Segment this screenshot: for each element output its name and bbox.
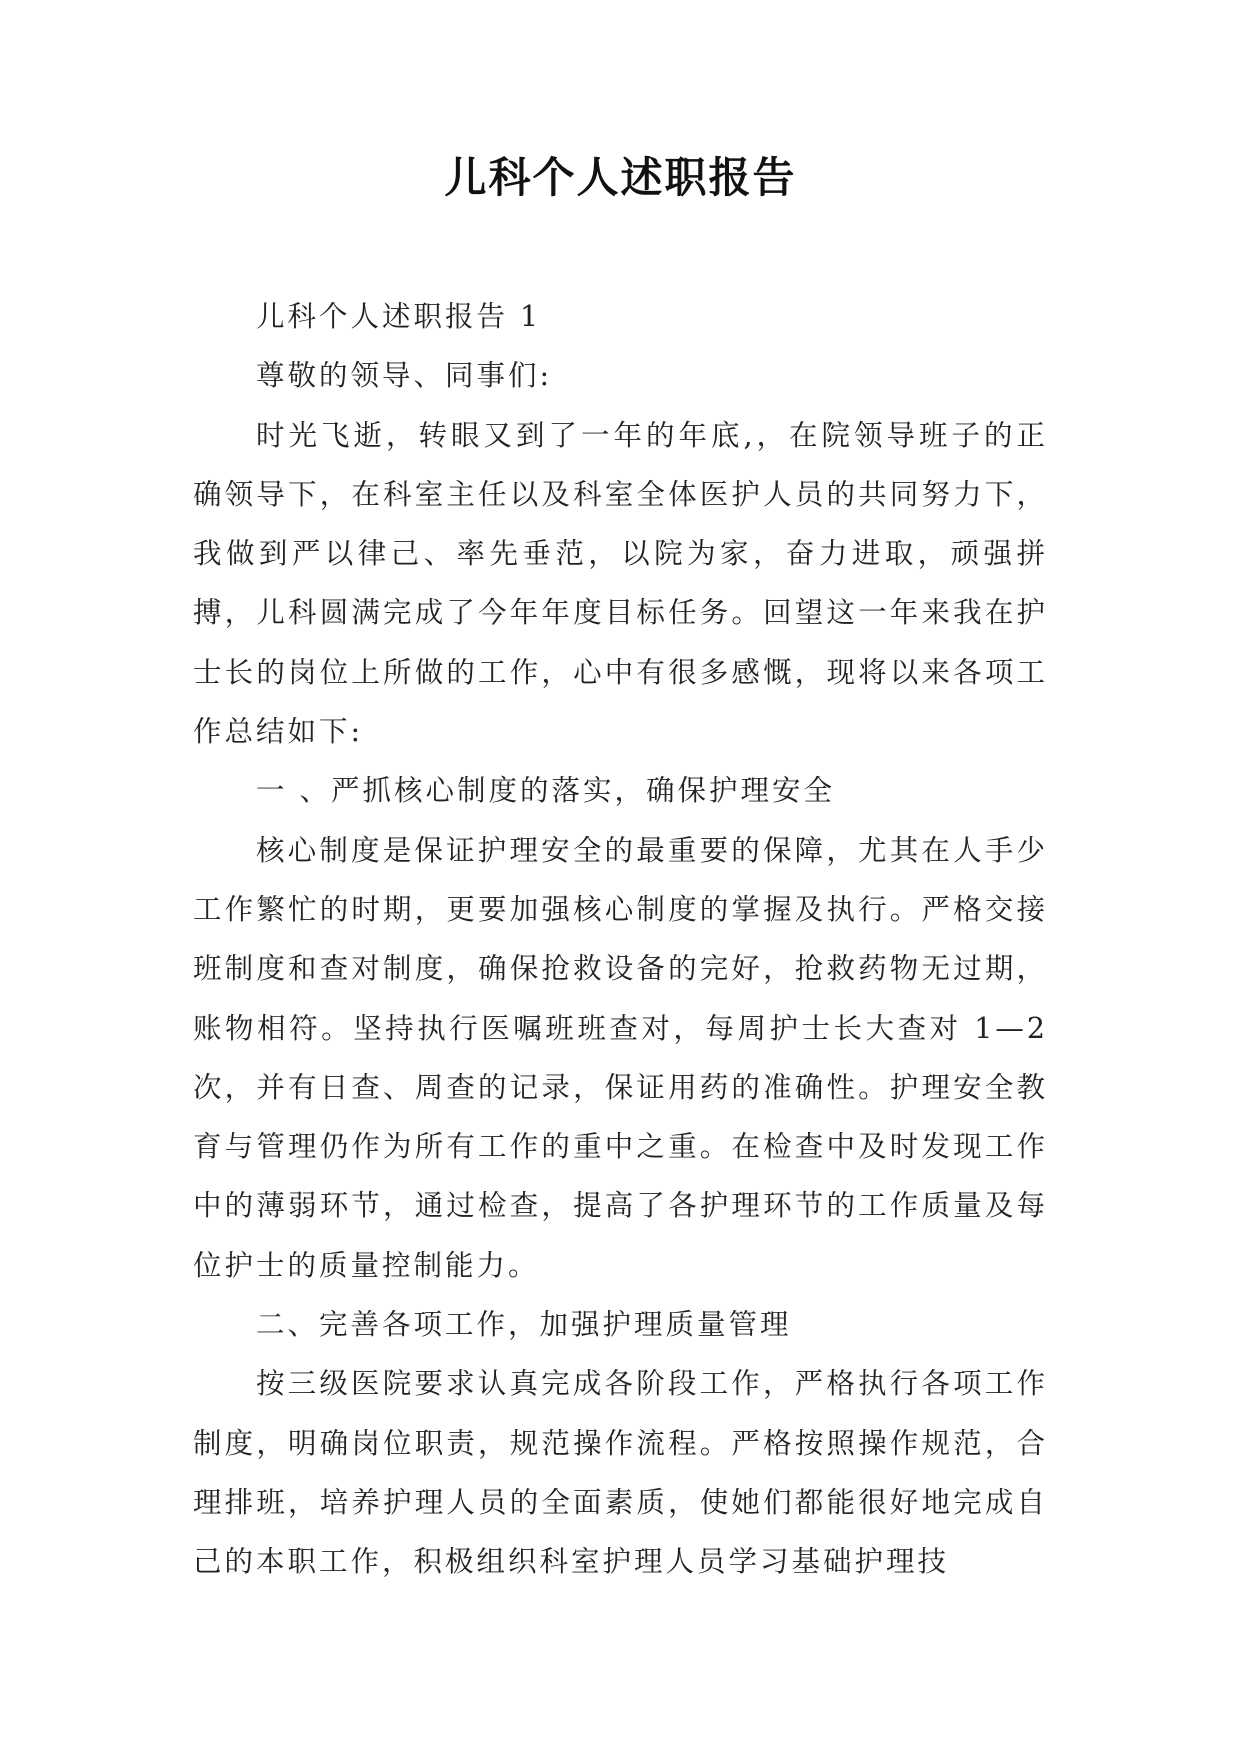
salutation-paragraph: 尊敬的领导、同事们: xyxy=(256,359,553,393)
section-1-paragraph: 核心制度是保证护理安全的最重要的保障，尤其在人手少工作繁忙的时期，更要加强核心制度的掌握及执行。严格交接班制度和查对制度，确保抢救设备的完好，抢救药物无过期，账物相符。坚持执行医嘱班班查对，每周护士长大查对 1—2 次，并有日查、周查的记录，保证用药的准确性。护理安全教育与管理仍作为所有工作的重中之重。在检查中及时发现工作中的薄弱环节，通过检查，提高了各护理环节的工作质量及每位护士的质量控制能力。 xyxy=(193,833,1048,1282)
document-title: 儿科个人述职报告 xyxy=(444,153,797,202)
report-heading-paragraph: 儿科个人述职报告 1 xyxy=(256,300,542,333)
intro-paragraph: 时光飞逝，转眼又到了一年的年底,，在院领导班子的正确领导下，在科室主任以及科室全体医护人员的共同努力下，我做到严以律己、率先垂范，以院为家，奋力进取，顽强拼搏，儿科圆满完成了今年年度目标任务。回望这一年来我在护士长的岗位上所做的工作，心中有很多感慨，现将以来各项工作总结如下: xyxy=(193,418,1048,749)
section-heading-1: 一 、严抓核心制度的落实，确保护理安全 xyxy=(256,774,836,808)
section-2-paragraph: 按三级医院要求认真完成各阶段工作，严格执行各项工作制度，明确岗位职责，规范操作流程。严格按照操作规范，合理排班，培养护理人员的全面素质，使她们都能很好地完成自己的本职工作，积极组织科室护理人员学习基础护理技 xyxy=(193,1367,1048,1579)
document-body xyxy=(193,287,1048,1592)
section-heading-2: 二、完善各项工作，加强护理质量管理 xyxy=(256,1308,792,1342)
